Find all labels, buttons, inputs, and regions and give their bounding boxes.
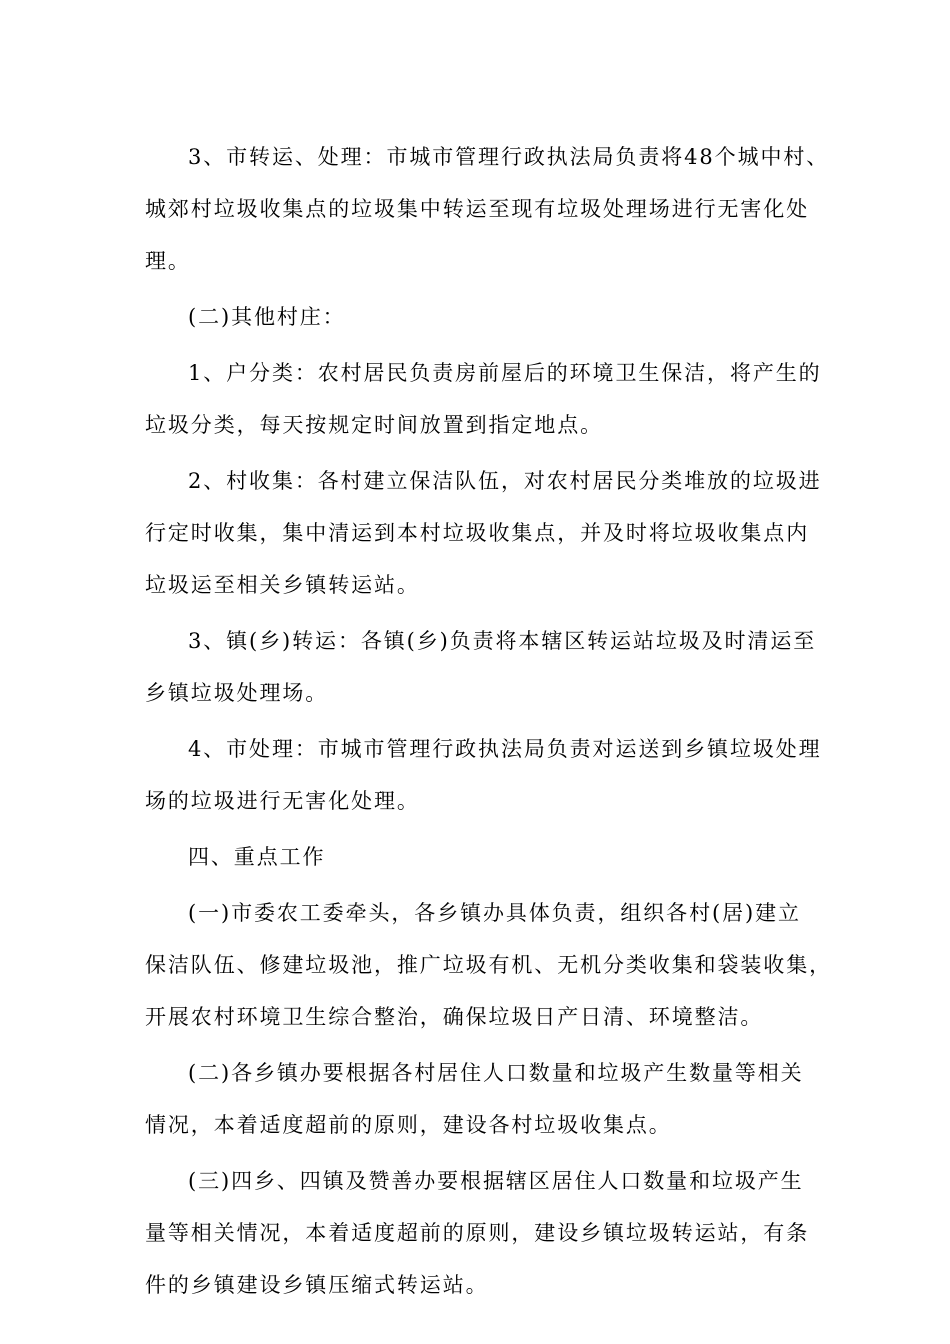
paragraph-city-processing: [145, 723, 822, 827]
paragraph-village-collection: [145, 455, 822, 611]
text-line: (三)四乡、四镇及赞善办要根据辖区居住人口数量和垃圾产生: [188, 1169, 804, 1193]
paragraph-key-work-2: [145, 1047, 807, 1151]
text-line: 垃圾分类，每天按规定时间放置到指定地点。: [145, 413, 603, 437]
text-line: 2、村收集：各村建立保洁队伍，对农村居民分类堆放的垃圾进: [188, 469, 822, 493]
paragraph-household-sorting: [145, 347, 822, 451]
paragraph-city-transfer: [145, 131, 830, 287]
text-line: 场的垃圾进行无害化处理。: [145, 789, 420, 813]
text-line: 件的乡镇建设乡镇压缩式转运站。: [145, 1273, 489, 1297]
text-line: 情况，本着适度超前的原则，建设各村垃圾收集点。: [145, 1113, 672, 1137]
text-line: 3、镇(乡)转运：各镇(乡)负责将本辖区转运站垃圾及时清运至: [188, 629, 817, 653]
text-line: 1、户分类：农村居民负责房前屋后的环境卫生保洁，将产生的: [188, 361, 822, 385]
paragraph-key-work-3: [145, 1155, 810, 1311]
document-page: [145, 131, 832, 1315]
text-line: 3、市转运、处理：市城市管理行政执法局负责将48个城中村、: [188, 145, 830, 169]
text-line: 乡镇垃圾处理场。: [145, 681, 329, 705]
section-subheading: (二)其他村庄：: [188, 305, 346, 329]
text-line: 理。: [145, 249, 191, 273]
paragraph-other-villages-heading: [145, 291, 807, 343]
text-line: 量等相关情况，本着适度超前的原则，建设乡镇垃圾转运站，有条: [145, 1221, 810, 1245]
text-line: 垃圾运至相关乡镇转运站。: [145, 573, 420, 597]
text-line: 保洁队伍、修建垃圾池，推广垃圾有机、无机分类收集和袋装收集，: [145, 953, 832, 977]
section-heading: 四、重点工作: [188, 845, 326, 869]
text-line: 开展农村环境卫生综合整治，确保垃圾日产日清、环境整洁。: [145, 1005, 764, 1029]
paragraph-town-transfer: [145, 615, 817, 719]
paragraph-key-work-1: [145, 887, 832, 1043]
text-line: (一)市委农工委牵头，各乡镇办具体负责，组织各村(居)建立: [188, 901, 801, 925]
text-line: 城郊村垃圾收集点的垃圾集中转运至现有垃圾处理场进行无害化处: [145, 197, 810, 221]
paragraph-key-work-heading: [145, 831, 807, 883]
text-line: 4、市处理：市城市管理行政执法局负责对运送到乡镇垃圾处理: [188, 737, 822, 761]
text-line: 行定时收集，集中清运到本村垃圾收集点，并及时将垃圾收集点内: [145, 521, 810, 545]
text-line: (二)各乡镇办要根据各村居住人口数量和垃圾产生数量等相关: [188, 1061, 804, 1085]
